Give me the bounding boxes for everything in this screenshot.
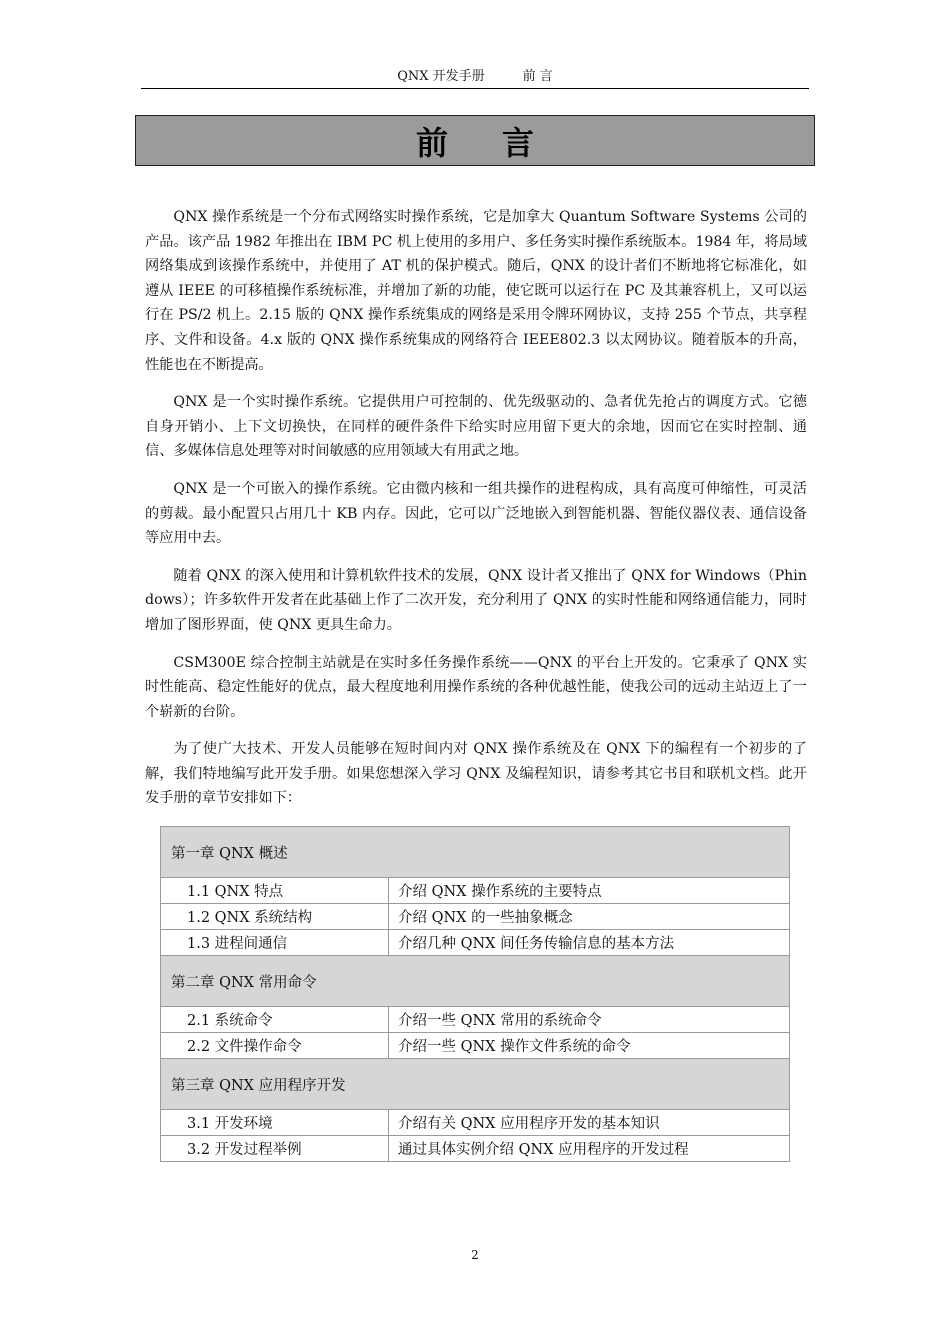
body-text: [145, 205, 807, 824]
header-rule: [141, 88, 809, 89]
toc-item-number: 1.1 QNX 特点: [161, 878, 389, 904]
toc-item-row: [161, 1136, 790, 1162]
title-banner: [135, 115, 815, 166]
toc-item-number: 2.2 文件操作命令: [161, 1033, 389, 1059]
toc-item-desc: 介绍有关 QNX 应用程序开发的基本知识: [389, 1110, 790, 1136]
page-header: [141, 67, 809, 87]
toc-chapter-row: [161, 827, 790, 878]
header-section: 前 言: [522, 69, 553, 84]
toc-item-desc: 介绍一些 QNX 常用的系统命令: [389, 1007, 790, 1033]
toc-chapter-row: [161, 956, 790, 1007]
paragraph-5: CSM300E 综合控制主站就是在实时多任务操作系统——QNX 的平台上开发的。它秉承了 QNX 实时性能高、稳定性能好的优点，最大程度地利用操作系统的各种优越性能，使我公司的远动主站迈上了一个崭新的台阶。: [145, 654, 807, 720]
toc-chapter-title: 第三章 QNX 应用程序开发: [161, 1059, 790, 1110]
paragraph-2: QNX 是一个实时操作系统。它提供用户可控制的、优先级驱动的、急者优先抢占的调度方式。它德自身开销小、上下文切换快，在同样的硬件条件下给实时应用留下更大的余地，因而它在实时控制、通信、多媒体信息处理等对时间敏感的应用领域大有用武之地。: [145, 394, 807, 460]
toc-chapter-title: 第一章 QNX 概述: [161, 827, 790, 878]
toc-item-row: [161, 904, 790, 930]
toc-item-number: 1.3 进程间通信: [161, 930, 389, 956]
toc-chapter-title: 第二章 QNX 常用命令: [161, 956, 790, 1007]
paragraph-6: 为了使广大技术、开发人员能够在短时间内对 QNX 操作系统及在 QNX 下的编程有一个初步的了解，我们特地编写此开发手册。如果您想深入学习 QNX 及编程知识，请参考其它书目和联机文档。此开发手册的章节安排如下：: [145, 741, 807, 807]
toc-item-number: 3.1 开发环境: [161, 1110, 389, 1136]
toc-item-desc: 介绍 QNX 操作系统的主要特点: [389, 878, 790, 904]
toc-item-row: [161, 1110, 790, 1136]
toc-item-desc: 通过具体实例介绍 QNX 应用程序的开发过程: [389, 1136, 790, 1162]
paragraph-4: 随着 QNX 的深入使用和计算机软件技术的发展，QNX 设计者又推出了 QNX for Windows（Phindows）；许多软件开发者在此基础上作了二次开发，充分利用了 QNX 的实时性能和网络通信能力，同时增加了图形界面，使 QNX 更具生命力。: [145, 567, 807, 633]
toc-item-number: 1.2 QNX 系统结构: [161, 904, 389, 930]
header-doc-title: QNX 开发手册: [397, 69, 485, 84]
toc-item-number: 2.1 系统命令: [161, 1007, 389, 1033]
toc-item-number: 3.2 开发过程举例: [161, 1136, 389, 1162]
toc-item-desc: 介绍几种 QNX 间任务传输信息的基本方法: [389, 930, 790, 956]
toc-chapter-row: [161, 1059, 790, 1110]
page-title: 前言: [415, 123, 588, 162]
toc-item-desc: 介绍 QNX 的一些抽象概念: [389, 904, 790, 930]
page-number: 2: [471, 1248, 479, 1262]
toc-item-row: [161, 1007, 790, 1033]
toc-item-row: [161, 1033, 790, 1059]
toc-table: [160, 826, 790, 1162]
toc-item-row: [161, 878, 790, 904]
paragraph-3: QNX 是一个可嵌入的操作系统。它由微内核和一组共操作的进程构成，具有高度可伸缩性，可灵活的剪裁。最小配置只占用几十 KB 内存。因此，它可以广泛地嵌入到智能机器、智能仪器仪表、通信设备等应用中去。: [145, 480, 807, 547]
paragraph-1: QNX 操作系统是一个分布式网络实时操作系统，它是加拿大 Quantum Software Systems 公司的产品。该产品 1982 年推出在 IBM PC 机上使用的多用户、多任务实时操作系统版本。1984 年，将局域网络集成到该操作系统中，并使用了 AT 机的保护模式。随后，QNX 的设计者们不断地将它标准化，如遵从 IEEE 的可移植操作系统标准，并增加了新的功能，使它既可以运行在 PC 及其兼容机上，又可以运行在 PS/2 机上。2.15 版的 QNX 操作系统集成的网络是采用令牌环网协议，支持 255 个节点，共享程序、文件和设备。4.x 版的 QNX 操作系统集成的网络符合 IEEE802.3 以太网协议。随着版本的升高，性能也在不断提高。: [145, 209, 807, 373]
toc-item-row: [161, 930, 790, 956]
toc-item-desc: 介绍一些 QNX 操作文件系统的命令: [389, 1033, 790, 1059]
